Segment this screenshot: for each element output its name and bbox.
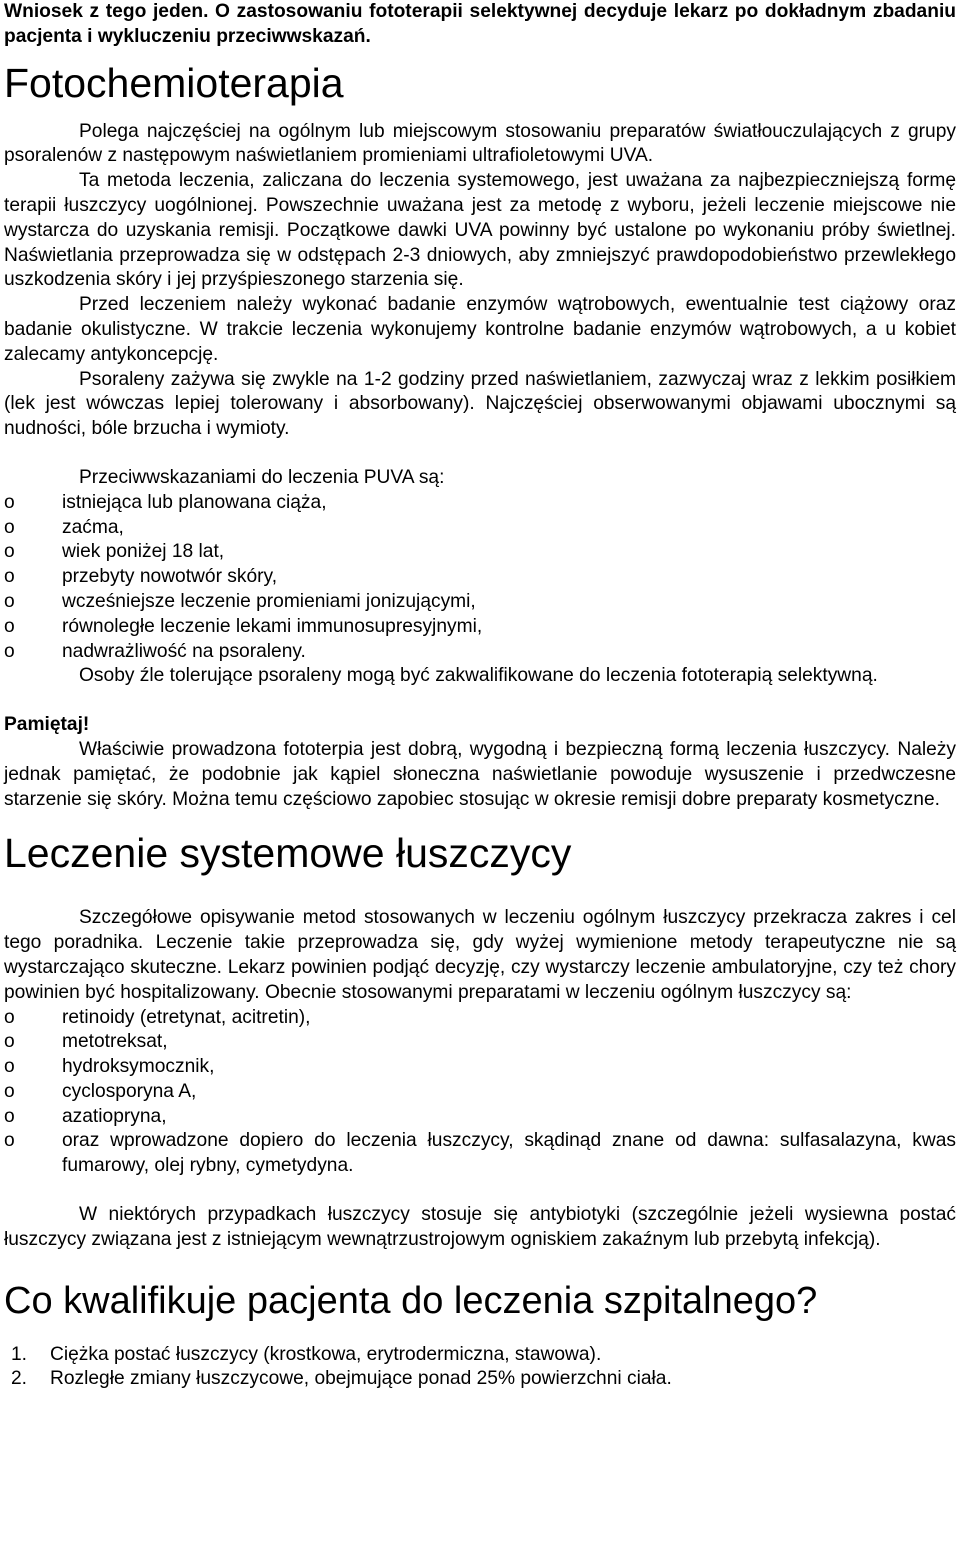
systemic-drugs-list [4, 1006, 956, 1180]
spacer [4, 442, 956, 466]
list-number: 1. [11, 1343, 28, 1365]
circle-bullet-icon: o [4, 1130, 15, 1152]
heading-leczenie-systemowe: Leczenie systemowe łuszczycy [4, 830, 572, 877]
hospital-criteria-list [4, 1343, 956, 1393]
list-item: o hydroksymocznik, [4, 1055, 956, 1080]
circle-bullet-icon: o [4, 516, 15, 538]
circle-bullet-icon: o [4, 590, 15, 612]
circle-bullet-icon: o [4, 541, 15, 563]
circle-bullet-icon: o [4, 1105, 15, 1127]
circle-bullet-icon: o [4, 615, 15, 637]
paragraph-remember: Właściwie prowadzona fototerpia jest dobrą, wygodną i bezpieczną formą leczenia łuszczycy. Należy jednak pamiętać, że podobnie jak kąpiel słoneczna naświetlanie powoduje wysuszenie i przedwczesne starzenie się skóry. Można temu częściowo zapobiec stosując w okresie remisji dobre preparaty kosmetyczne. [4, 738, 956, 810]
heading-fotochemioterapia: Fotochemioterapia [4, 59, 344, 106]
list-item: o wcześniejsze leczenie promieniami jonizującymi, [4, 590, 956, 615]
list-item: o wiek poniżej 18 lat, [4, 540, 956, 565]
list-item: o nadwrażliwość na psoraleny. [4, 640, 956, 665]
paragraph-definition: Polega najczęściej na ogólnym lub miejscowym stosowaniu preparatów światłouczulających z grupy psoralenów z następowym naświetlaniem promieniami ultrafioletowymi UVA. [4, 120, 956, 167]
list-item: 1. Ciężka postać łuszczycy (krostkowa, erytrodermiczna, stawowa). [4, 1343, 956, 1368]
list-item: o metotreksat, [4, 1030, 956, 1055]
circle-bullet-icon: o [4, 1080, 15, 1102]
list-item: o zaćma, [4, 516, 956, 541]
list-item: o równoległe leczenie lekami immunosupresyjnymi, [4, 615, 956, 640]
spacer [4, 1179, 956, 1203]
paragraph-antibiotics: W niektórych przypadkach łuszczycy stosuje się antybiotyki (szczególnie jeżeli wysiewna postać łuszczycy związana jest z istniejącym wewnątrzustrojowym ogniskiem zakaźnym lub przebytą infekcją). [4, 1204, 956, 1250]
remember-label: Pamiętaj! [4, 714, 90, 736]
circle-bullet-icon: o [4, 491, 15, 513]
circle-bullet-icon: o [4, 1006, 15, 1028]
heading-hospital-qualification: Co kwalifikuje pacjenta do leczenia szpitalnego? [4, 1279, 818, 1322]
conclusion-paragraph: Wniosek z tego jeden. O zastosowaniu fototerapii selektywnej decyduje lekarz po dokładnym zbadaniu pacjenta i wykluczeniu przeciwwskazań. [4, 1, 956, 47]
list-item: o azatiopryna, [4, 1105, 956, 1130]
circle-bullet-icon: o [4, 1031, 15, 1053]
paragraph-intolerance: Osoby źle tolerujące psoraleny mogą być zakwalifikowane do leczenia fototerapią selektywną. [79, 665, 878, 687]
paragraph-method: Ta metoda leczenia, zaliczana do leczenia systemowego, jest uważana za najbezpieczniejszą formę terapii łuszczycy uogólnionej. Powszechnie uważana jest za metodę z wyboru, jeżeli leczenie miejscowe nie wystarcza do uzyskania remisji. Początkowe dawki UVA powinny być ustalone po wykonaniu próby świetlnej. Naświetlania przeprowadza się w odstępach 2-3 dniowych, aby zmniejszyć prawdopodobieństwo przewlekłego uszkodzenia skóry i jej przyśpieszonego starzenia się. [4, 170, 956, 291]
list-item: o istniejąca lub planowana ciąża, [4, 491, 956, 516]
paragraph-pre-treatment: Przed leczeniem należy wykonać badanie enzymów wątrobowych, ewentualnie test ciążowy oraz badanie okulistyczne. W trakcie leczenia wykonujemy kontrolne badanie enzymów wątrobowych, a u kobiet zalecamy antykoncepcję. [4, 294, 956, 365]
contraindications-list [4, 491, 956, 665]
circle-bullet-icon: o [4, 1056, 15, 1078]
list-item: o oraz wprowadzone dopiero do leczenia łuszczycy, skądinąd znane od dawna: sulfasalazyna, kwas fumarowy, olej rybny, cymetydyna. [4, 1130, 956, 1177]
list-item: o retinoidy (etretynat, acitretin), [4, 1006, 956, 1031]
list-item: o przebyty nowotwór skóry, [4, 565, 956, 590]
circle-bullet-icon: o [4, 640, 15, 662]
paragraph-psoralens: Psoraleny zażywa się zwykle na 1-2 godziny przed naświetlaniem, zazwyczaj wraz z lekkim posiłkiem (lek jest wówczas lepiej tolerowany i absorbowany). Najczęściej obserwowanymi objawami ubocznymi są nudności, bóle brzucha i wymioty. [4, 368, 956, 440]
contraindications-intro: Przeciwwskazaniami do leczenia PUVA są: [79, 466, 445, 488]
list-item: o cyclosporyna A, [4, 1080, 956, 1105]
spacer [4, 689, 956, 713]
list-number: 2. [11, 1368, 28, 1390]
paragraph-systemic-intro: Szczegółowe opisywanie metod stosowanych w leczeniu ogólnym łuszczycy przekracza zakres i cel tego poradnika. Leczenie takie przeprowadza się, gdy wyżej wymienione metody terapeutyczne nie są wystarczająco skuteczne. Lekarz powinien podjąć decyzję, czy wystarczy leczenie ambulatoryjne, czy też chory powinien być hospitalizowany. Obecnie stosowanymi preparatami w leczeniu ogólnym łuszczycy są: [4, 907, 956, 1003]
list-item: 2. Rozległe zmiany łuszczycowe, obejmujące ponad 25% powierzchni ciała. [4, 1367, 956, 1392]
circle-bullet-icon: o [4, 566, 15, 588]
